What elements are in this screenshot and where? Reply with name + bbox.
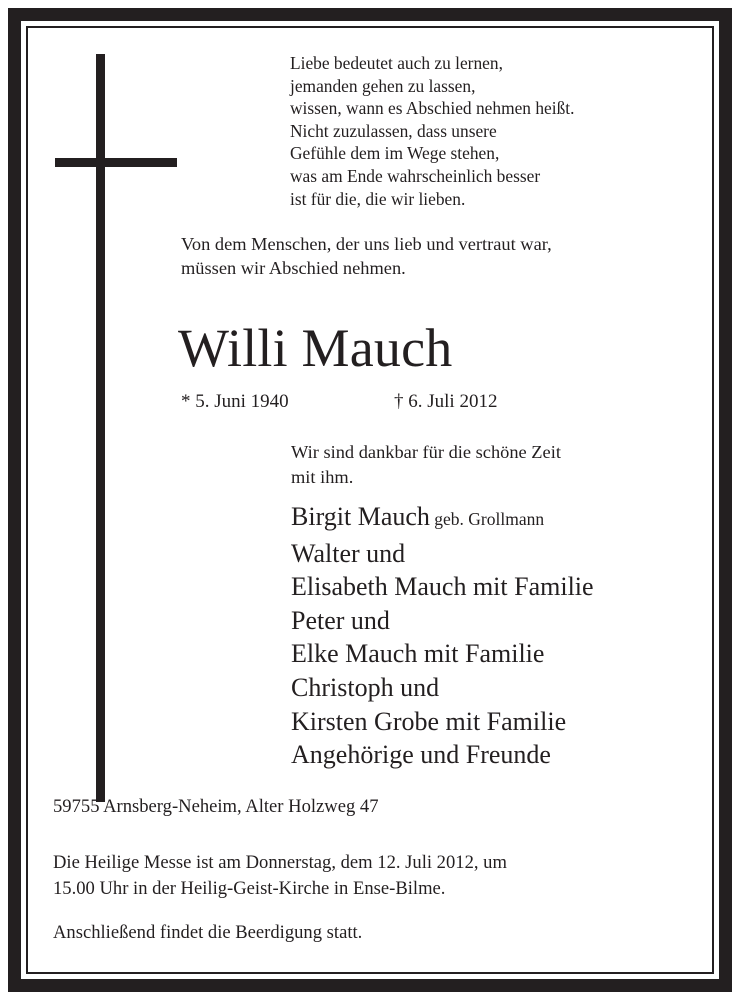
poem-line: Liebe bedeutet auch zu lernen, — [290, 53, 503, 73]
survivor-name: Kirsten Grobe mit Familie — [291, 706, 567, 736]
memorial-service-info — [53, 850, 690, 901]
memorial-poem — [290, 52, 700, 210]
poem-line: Gefühle dem im Wege stehen, — [290, 143, 500, 164]
survivor-entry — [291, 705, 701, 739]
service-line: Die Heilige Messe ist am Donnerstag, dem 12. Juli 2012, um — [53, 852, 507, 873]
survivor-maiden-name: geb. Grollmann — [429, 509, 545, 529]
notice-canvas — [28, 28, 712, 972]
poem-line: jemanden gehen zu lassen, — [290, 75, 476, 96]
survivors-list — [291, 500, 701, 772]
gratitude-statement — [291, 440, 689, 489]
survivor-name: Walter und — [291, 538, 406, 568]
birth-date: * 5. Juni 1940 — [181, 391, 289, 412]
service-line: 15.00 Uhr in der Heilig-Geist-Kirche in Ense-Bilme. — [53, 877, 446, 899]
survivor-name: Christoph und — [291, 672, 440, 702]
poem-line: was am Ende wahrscheinlich besser — [290, 165, 541, 186]
survivor-name: Elke Mauch mit Familie — [291, 639, 545, 669]
farewell-statement — [181, 232, 701, 280]
poem-line: wissen, wann es Abschied nehmen heißt. — [290, 98, 575, 119]
cross-icon — [55, 54, 177, 802]
survivor-name: Angehörige und Freunde — [291, 740, 551, 770]
poem-line: ist für die, die wir lieben. — [290, 188, 466, 209]
death-date: † 6. Juli 2012 — [394, 391, 498, 412]
cross-horizontal-bar — [55, 158, 177, 167]
survivor-name: Peter und — [291, 605, 390, 635]
gratitude-line: mit ihm. — [291, 466, 354, 487]
survivor-entry — [291, 500, 701, 537]
survivor-entry — [291, 738, 701, 772]
survivor-entry — [291, 671, 701, 705]
survivor-name: Birgit Mauch — [291, 502, 430, 531]
survivor-entry — [291, 604, 701, 638]
farewell-line: müssen wir Abschied nehmen. — [181, 258, 406, 278]
gratitude-line: Wir sind dankbar für die schöne Zeit — [291, 442, 561, 462]
survivor-entry — [291, 570, 701, 604]
burial-info: Anschließend findet die Beerdigung statt. — [53, 922, 363, 943]
mourning-address: 59755 Arnsberg-Neheim, Alter Holzweg 47 — [53, 796, 379, 817]
survivor-entry — [291, 537, 701, 571]
life-dates — [181, 390, 711, 414]
survivor-name: Elisabeth Mauch mit Familie — [291, 572, 594, 602]
farewell-line: Von dem Menschen, der uns lieb und vertraut war, — [181, 234, 552, 254]
deceased-name: Willi Mauch — [178, 318, 453, 378]
poem-line: Nicht zuzulassen, dass unsere — [290, 120, 497, 141]
survivor-entry — [291, 637, 701, 671]
